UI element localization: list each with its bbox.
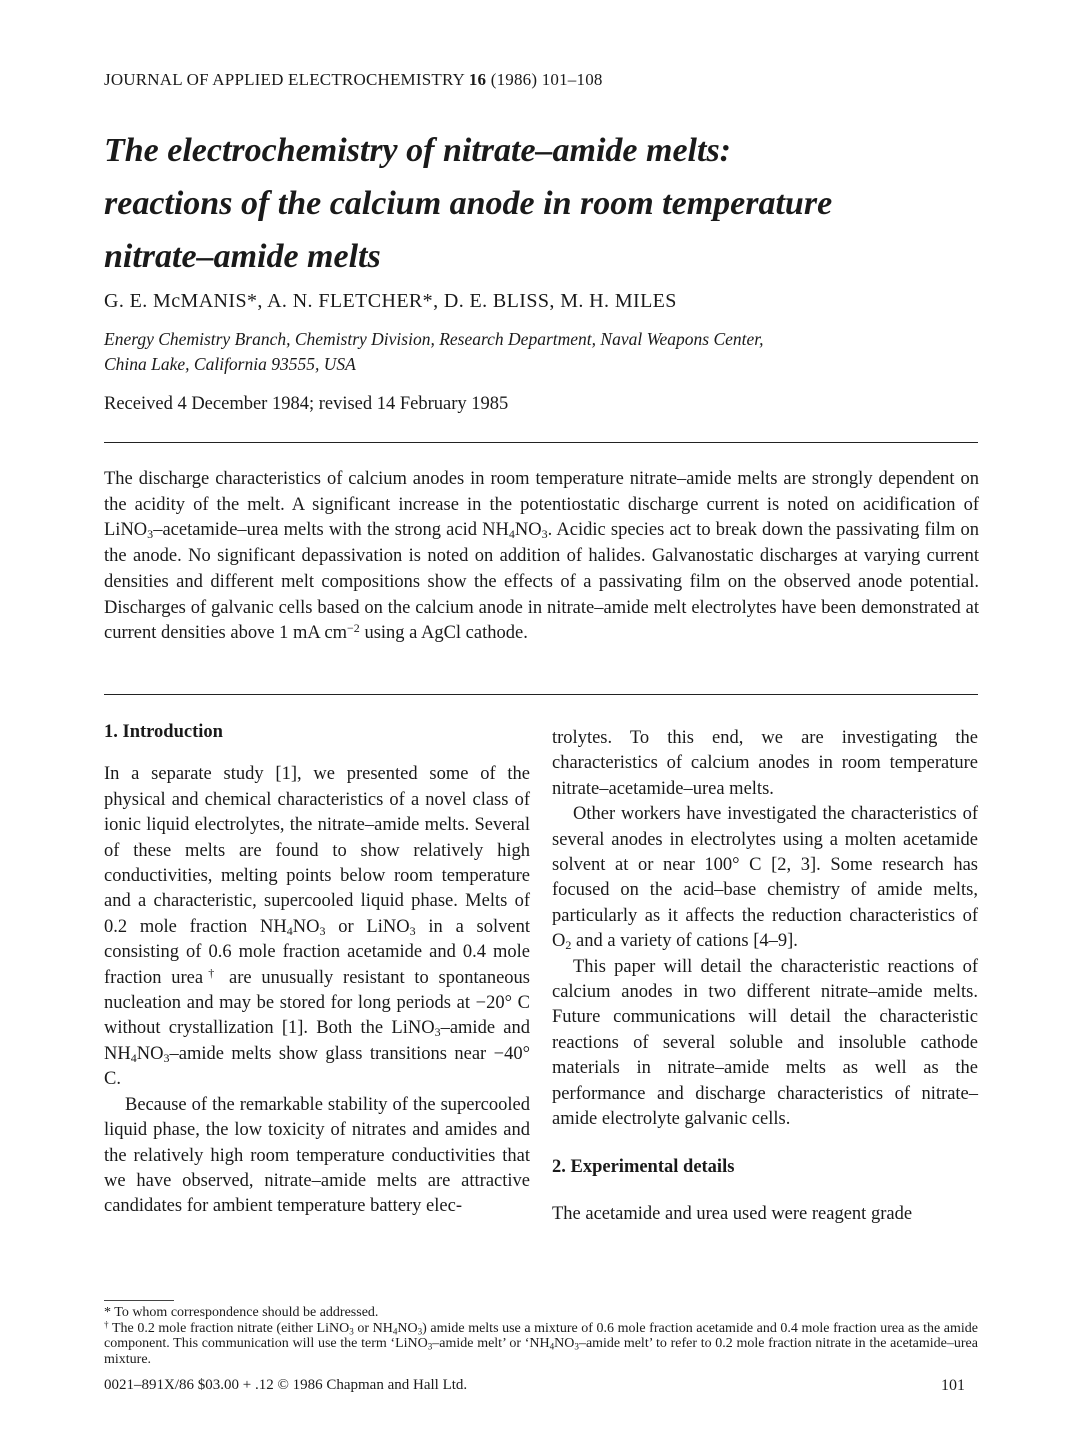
footnote-2: † The 0.2 mole fraction nitrate (either LiNO$_3$ or $NH_4NO_3$) amide melts use a mixture of 0.6 mole fraction acetamide and 0.4 mole fraction urea as the amide component. This communication will use the term ‘LiNO$_3$–amide melt’ or ‘$NH_4NO_3$–amide melt’ to refer to 0.2 mole fraction nitrate in the acetamide–urea mixture.: [104, 1318, 978, 1367]
divider-top: [104, 442, 978, 443]
experimental-paragraph-1: The acetamide and urea used were reagent grade: [552, 1203, 913, 1224]
section-heading-introduction: 1. Introduction: [104, 722, 223, 742]
abstract: The discharge characteristics of calcium anodes in room temperature nitrate–amide melts are strongly dependent on the acidity of the melt. A significant increase in the potentiostatic discharge current is noted on acidification of LiNO$_3$–acetamide–urea melts with the strong acid $NH_4NO_3$. Acidic species act to break down the passivating film on the anode. No significant depassivation is noted on addition of halides. Galvanostatic discharges at varying current densities and different melt compositions show the effects of a passivating film on the observed anode potential. Discharges of galvanic cells based on the calcium anode in nitrate–amide melt electrolytes have been demonstrated at current densities above 1 mA $cm^{-2}$ using a AgCl cathode.: [104, 469, 979, 644]
intro-paragraph-5: This paper will detail the characteristic reactions of calcium anodes in two different nitrate–amide melts. Future communications will detail the characteristic reactions of several soluble and insoluble cathode materials in nitrate–amide melts as well as the performance and discharge characteristics of nitrate–amide electrolyte galvanic cells.: [552, 956, 978, 1130]
footer-copyright: 0021–891X/86 $03.00 + .12 © 1986 Chapman and Hall Ltd.: [104, 1377, 468, 1393]
intro-paragraph-3: trolytes. To this end, we are investigating the characteristics of calcium anodes in room temperature nitrate–acetamide–urea melts.: [552, 728, 978, 799]
affiliation-line-1: Energy Chemistry Branch, Chemistry Division, Research Department, Naval Weapons Center,: [104, 329, 764, 349]
intro-paragraph-4: Other workers have investigated the characteristics of several anodes in electrolytes using a molten acetamide solvent at or near 100° C [2, 3]. Some research has focused on the acid–base chemistry of amide melts, particularly as it affects the reduction characteristics of $O_2$ and a variety of cations [4–9].: [552, 804, 978, 953]
footnote-divider: [104, 1300, 174, 1301]
received-dates: Received 4 December 1984; revised 14 February 1985: [104, 394, 509, 414]
section-heading-experimental: 2. Experimental details: [552, 1156, 735, 1177]
journal-volume: 16: [468, 70, 487, 89]
intro-paragraph-1: In a separate study [1], we presented some of the physical and chemical characteristics of a novel class of ionic liquid electrolytes, the nitrate–amide melts. Several of these melts are found to show relatively high conductivities, melting points below room temperature and a characteristic, supercooled liquid phase. Melts of 0.2 mole fraction $NH_4NO_3$ or LiNO$_3$ in a solvent consisting of 0.6 mole fraction acetamide and 0.4 mole fraction urea† are unusually resistant to spontaneous nucleation and may be stored for long periods at −20° C without crystallization [1]. Both the LiNO$_3$–amide and $NH_4NO_3$–amide melts show glass transitions near −40° C.: [104, 764, 530, 1090]
journal-header: [104, 70, 603, 90]
title-line-2: reactions of the calcium anode in room temperature: [104, 185, 833, 222]
divider-bottom: [104, 694, 978, 695]
affiliation: [104, 327, 764, 377]
journal-name: JOURNAL OF APPLIED ELECTROCHEMISTRY: [104, 70, 469, 89]
left-column: [104, 720, 530, 1220]
article-title: [104, 124, 1004, 283]
footnote-1: * To whom correspondence should be addressed.: [104, 1305, 379, 1320]
title-line-1: The electrochemistry of nitrate–amide melts:: [104, 132, 732, 169]
intro-paragraph-2: Because of the remarkable stability of the supercooled liquid phase, the low toxicity of nitrates and amides and the relatively high room temperature conductivities that we have observed, nitrate–amide melts are attractive candidates for ambient temperature battery elec-: [104, 1094, 530, 1217]
author-list: G. E. McMANIS*, A. N. FLETCHER*, D. E. BLISS, M. H. MILES: [104, 290, 677, 312]
footnotes: [104, 1305, 978, 1367]
journal-year-pages: (1986) 101–108: [486, 70, 603, 89]
page-number: 101: [941, 1377, 965, 1394]
right-column: [552, 726, 978, 1227]
affiliation-line-2: China Lake, California 93555, USA: [104, 354, 356, 374]
title-line-3: nitrate–amide melts: [104, 238, 381, 275]
